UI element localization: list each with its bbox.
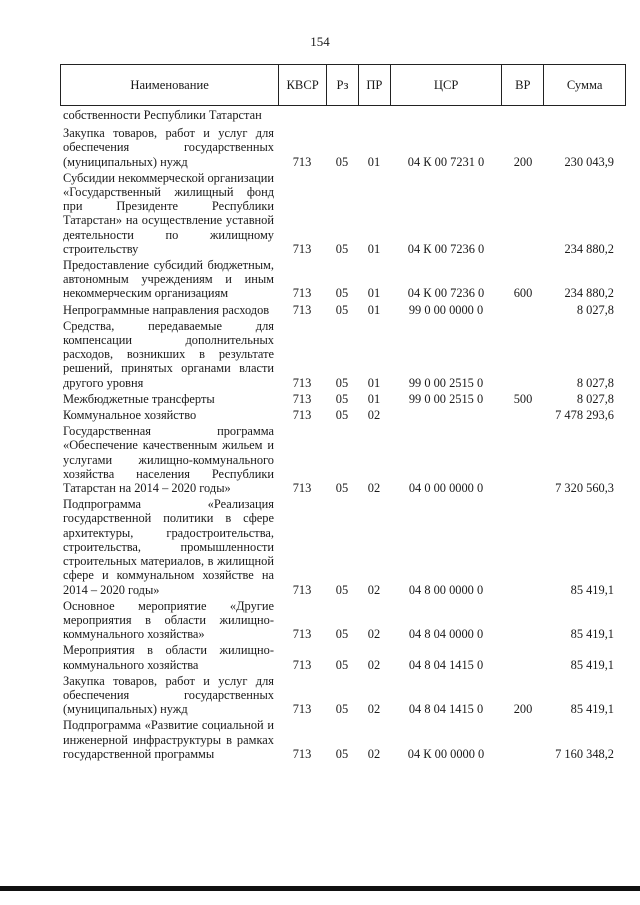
- row-name: Закупка товаров, работ и услуг для обеспечения государственных (муниципальных) нужд: [63, 673, 274, 717]
- row-sum: 85 419,1: [570, 582, 614, 597]
- row-rz: 05: [335, 391, 349, 406]
- row-rz: 05: [335, 286, 349, 301]
- row-csr: 04 8 04 1415 0: [408, 657, 484, 672]
- row-pr: 01: [367, 391, 381, 406]
- row-kvsr: 713: [292, 286, 312, 301]
- row-name: Закупка товаров, работ и услуг для обеспечения государственных (муниципальных) нужд: [63, 126, 274, 169]
- row-csr: 99 0 00 0000 0: [408, 302, 484, 317]
- table-row: [60, 126, 626, 169]
- budget-table-body: [60, 108, 626, 761]
- row-sum: 234 880,2: [564, 286, 614, 301]
- header-pr: ПР: [358, 65, 390, 105]
- table-row: [60, 171, 626, 256]
- header-rz: Рз: [326, 65, 358, 105]
- header-csr: ЦСР: [390, 65, 502, 105]
- table-header: [60, 64, 626, 106]
- row-sum: 234 880,2: [564, 241, 614, 256]
- row-kvsr: 713: [292, 375, 312, 390]
- row-csr: 04 8 00 0000 0: [408, 582, 484, 597]
- row-rz: 05: [335, 302, 349, 317]
- row-sum: 8 027,8: [576, 302, 614, 317]
- table-row: [60, 303, 626, 317]
- row-name: Государственная программа «Обеспечение качественным жильем и услугами жилищно-коммунального хозяйства населения Республики Татарстан на 2014 – 2020 годы»: [63, 424, 274, 496]
- row-sum: 85 419,1: [570, 702, 614, 717]
- row-csr: 99 0 00 2515 0: [408, 375, 484, 390]
- row-rz: 05: [335, 657, 349, 672]
- row-pr: 01: [367, 286, 381, 301]
- row-kvsr: 713: [292, 481, 312, 496]
- row-sum: 230 043,9: [564, 154, 614, 169]
- page-number: 154: [310, 34, 330, 49]
- scan-bottom-edge: [0, 886, 640, 891]
- table-row: [60, 718, 626, 761]
- row-pr: 02: [367, 408, 381, 423]
- table-row: [60, 497, 626, 596]
- row-pr: 02: [367, 627, 381, 642]
- row-kvsr: 713: [292, 627, 312, 642]
- row-rz: 05: [335, 481, 349, 496]
- row-name: Подпрограмма «Развитие социальной и инженерной инфраструктуры в рамках государственной программы: [63, 718, 274, 761]
- row-rz: 05: [335, 582, 349, 597]
- row-csr: 04 К 00 7236 0: [407, 241, 485, 256]
- row-vr: 200: [513, 154, 533, 169]
- row-sum: 85 419,1: [570, 657, 614, 672]
- row-name: Субсидии некоммерческой организации «Государственный жилищный фонд при Президенте Республики Татарстан» на осуществление уставной деятельности по жилищному строительству: [63, 170, 275, 256]
- row-csr: 04 8 04 0000 0: [408, 627, 484, 642]
- row-name: Коммунальное хозяйство: [63, 408, 197, 423]
- row-name: Подпрограмма «Реализация государственной политики в сфере архитектуры, градостроительства, строительства, промышленности строительных материалов, в жилищной сфере и коммунальном хозяйстве на 2014 – 2020 годы»: [63, 497, 274, 597]
- row-pr: 02: [367, 657, 381, 672]
- header-kvsr: КВСР: [278, 65, 326, 105]
- row-kvsr: 713: [292, 408, 312, 423]
- table-row: [60, 258, 626, 301]
- row-name: Основное мероприятие «Другие мероприятия в области жилищно-коммунального хозяйства»: [63, 598, 274, 642]
- row-pr: 01: [367, 241, 381, 256]
- row-sum: 85 419,1: [570, 627, 614, 642]
- row-kvsr: 713: [292, 746, 312, 761]
- row-vr: 200: [513, 702, 533, 717]
- row-kvsr: 713: [292, 702, 312, 717]
- row-pr: 01: [367, 375, 381, 390]
- row-csr: 04 К 00 7236 0: [407, 286, 485, 301]
- table-row: [60, 599, 626, 642]
- row-sum: 8 027,8: [576, 391, 614, 406]
- row-pr: 02: [367, 702, 381, 717]
- row-sum: 7 320 560,3: [555, 481, 614, 496]
- table-row: [60, 319, 626, 390]
- row-sum: 8 027,8: [576, 375, 614, 390]
- row-name: Предоставление субсидий бюджетным, автономным учреждениям и иным некоммерческим организациям: [63, 258, 274, 301]
- row-name: Межбюджетные трансферты: [63, 391, 215, 406]
- header-name: Наименование: [130, 77, 209, 92]
- row-pr: 02: [367, 746, 381, 761]
- row-name: собственности Республики Татарстан: [63, 108, 262, 122]
- header-vr: ВР: [501, 65, 543, 105]
- row-kvsr: 713: [292, 657, 312, 672]
- row-rz: 05: [335, 702, 349, 717]
- row-kvsr: 713: [292, 391, 312, 406]
- row-csr: 99 0 00 2515 0: [408, 391, 484, 406]
- row-csr: 04 К 00 7231 0: [407, 154, 485, 169]
- row-pr: 01: [367, 154, 381, 169]
- row-kvsr: 713: [292, 302, 312, 317]
- table-row: [60, 408, 626, 422]
- row-rz: 05: [335, 627, 349, 642]
- row-rz: 05: [335, 375, 349, 390]
- row-pr: 01: [367, 302, 381, 317]
- table-row: [60, 392, 626, 406]
- header-sum: Сумма: [543, 65, 625, 105]
- table-row: [60, 643, 626, 671]
- row-rz: 05: [335, 408, 349, 423]
- row-name: Средства, передаваемые для компенсации дополнительных расходов, возникших в результате решений, принятых органами власти другого уровня: [63, 318, 274, 390]
- row-vr: 500: [513, 391, 533, 406]
- row-pr: 02: [367, 481, 381, 496]
- row-vr: 600: [513, 286, 533, 301]
- table-row: [60, 424, 626, 495]
- row-name: Мероприятия в области жилищно-коммунального хозяйства: [63, 643, 274, 672]
- row-sum: 7 478 293,6: [555, 408, 614, 423]
- row-name: Непрограммные направления расходов: [63, 302, 270, 317]
- row-csr: 04 0 00 0000 0: [408, 481, 484, 496]
- table-row: [60, 674, 626, 717]
- row-rz: 05: [335, 241, 349, 256]
- row-csr: 04 К 00 0000 0: [407, 746, 485, 761]
- row-kvsr: 713: [292, 582, 312, 597]
- row-kvsr: 713: [292, 154, 312, 169]
- row-sum: 7 160 348,2: [555, 746, 614, 761]
- row-kvsr: 713: [292, 241, 312, 256]
- row-pr: 02: [367, 582, 381, 597]
- row-csr: 04 8 04 1415 0: [408, 702, 484, 717]
- row-rz: 05: [335, 746, 349, 761]
- row-rz: 05: [335, 154, 349, 169]
- table-row: [60, 108, 626, 122]
